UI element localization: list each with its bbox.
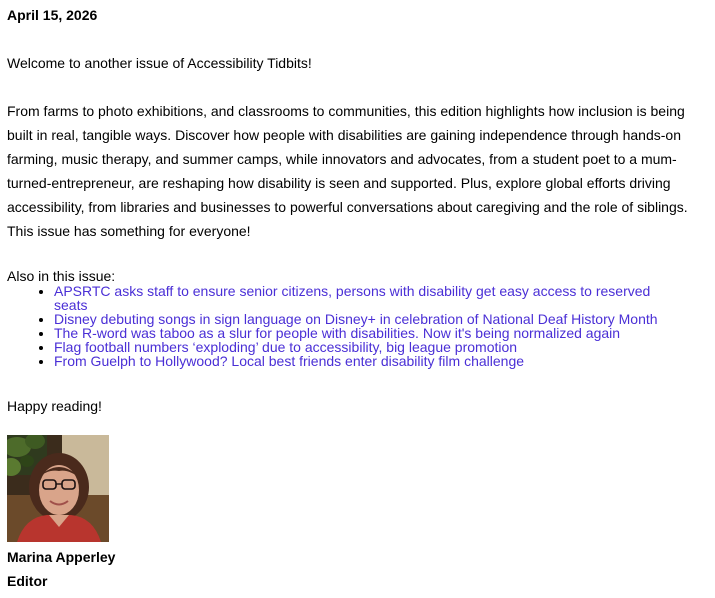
closing-text: Happy reading!	[7, 398, 102, 414]
list-item	[54, 354, 707, 368]
article-link-r-word[interactable]: The R-word was taboo as a slur for people with disabilities. Now it's being normalized again	[54, 325, 621, 341]
also-in-this-issue	[7, 268, 707, 368]
also-in-this-issue-label: Also in this issue:	[7, 268, 116, 284]
article-link-disney[interactable]: Disney debuting songs in sign language on Disney+ in celebration of National Deaf History Month	[54, 311, 658, 327]
article-links-list	[7, 284, 707, 368]
article-link-flag-football[interactable]: Flag football numbers ‘exploding’ due to accessibility, big league promotion	[54, 339, 518, 355]
list-item	[54, 312, 707, 326]
list-item	[54, 326, 707, 340]
editor-title: Editor	[7, 573, 48, 589]
issue-date: April 15, 2026	[7, 7, 98, 23]
article-link-guelph[interactable]: From Guelph to Hollywood? Local best friends enter disability film challenge	[54, 353, 525, 369]
editor-photo	[7, 435, 109, 542]
list-item	[54, 284, 707, 312]
newsletter	[7, 0, 707, 593]
editor-portrait-image	[7, 435, 109, 542]
welcome-text: Welcome to another issue of Accessibility Tidbits!	[7, 55, 312, 71]
intro-paragraph: From farms to photo exhibitions, and classrooms to communities, this edition highlights how inclusion is being built in real, tangible ways. Discover how people with disabilities are gaining independence through hands-on farming, music therapy, and summer camps, while innovators and advocates, from a student poet to a mum-turned-entrepreneur, are reshaping how disability is seen and supported. Plus, explore global efforts driving accessibility, from libraries and businesses to powerful conversations about caregiving and the role of siblings. This issue has something for everyone!	[7, 103, 688, 239]
list-item	[54, 340, 707, 354]
editor-name: Marina Apperley	[7, 549, 116, 565]
article-link-apsrtc[interactable]: APSRTC asks staff to ensure senior citizens, persons with disability get easy access to reserved seats	[54, 283, 651, 313]
